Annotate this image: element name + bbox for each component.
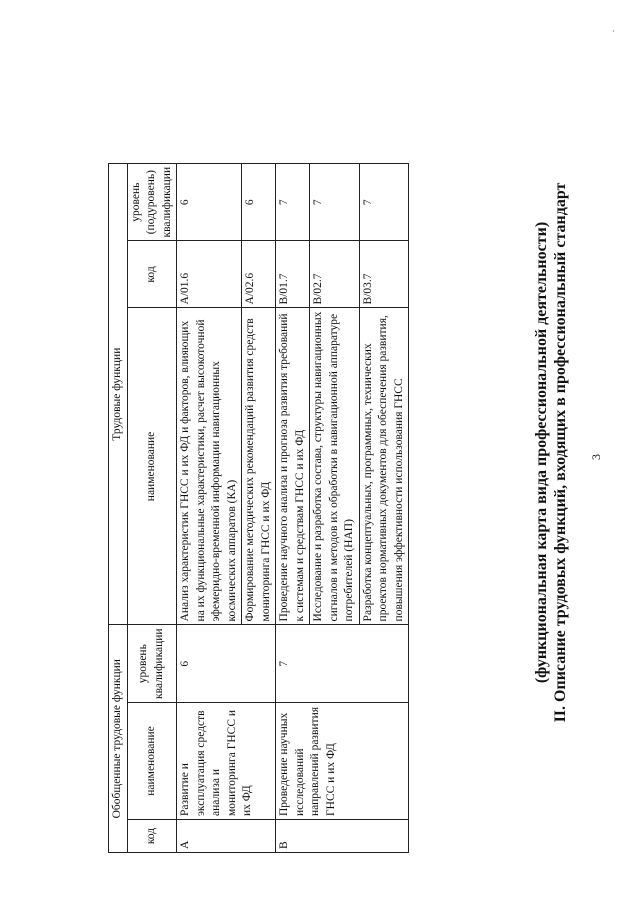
header-generalized-functions: Обобщенные трудовые функции [109, 625, 128, 853]
function-level: 7 [276, 163, 310, 241]
generalized-name: Развитие и эксплуатация средств анализа и мониторинга ГНСС и их ФД [177, 703, 276, 820]
page-number: 3 [589, 454, 603, 460]
function-code: B/02.7 [310, 241, 360, 308]
function-code: B/03.7 [359, 241, 409, 308]
header-labor-functions: Трудовые функции [109, 163, 128, 625]
generalized-code: A [177, 820, 276, 853]
header-name: наименование [127, 703, 177, 820]
section-title: II. Описание трудовых функций, входящих в профессиональный стандарт [552, 182, 569, 723]
header-function-name: наименование [127, 308, 177, 625]
generalized-name: Проведение научных исследований направлений развития ГНСС и их ФД [276, 703, 409, 820]
function-level: 7 [359, 163, 409, 241]
function-code: A/01.6 [177, 241, 242, 308]
section-subtitle: (функциональная карта вида профессиональной деятельности) [533, 221, 550, 684]
function-level: 6 [177, 163, 242, 241]
header-function-code: код [127, 241, 177, 308]
function-name: Разработка концептуальных, программных, технических проектов нормативных документов для обеспечения развития, повышения эффективности использования ГНСС [359, 308, 409, 625]
table-row [276, 163, 310, 852]
generalized-level: 6 [177, 625, 276, 703]
scan-speck: · [612, 27, 615, 36]
function-name: Исследование и разработка состава, структуры навигационных сигналов и методов их обработки в навигационной аппаратуре потребителей (НАП) [310, 308, 360, 625]
generalized-level: 7 [276, 625, 409, 703]
function-name: Анализ характеристик ГНСС и их ФД и факторов, влияющих на их функциональные характеристики, расчет высокоточной эфемеридно-временной информации навигационных космических аппаратов (КА) [177, 308, 242, 625]
functional-map-table-wrap [108, 163, 409, 853]
header-code: код [127, 820, 177, 853]
function-code: A/02.6 [242, 241, 276, 308]
header-function-level: уровень (подуровень) квалификации [127, 163, 177, 241]
table-row [177, 163, 242, 852]
function-name: Формирование методических рекомендаций развития средств мониторинга ГНСС и их ФД [242, 308, 276, 625]
function-level: 6 [242, 163, 276, 241]
generalized-code: B [276, 820, 409, 853]
header-level: уровень квалификации [127, 625, 177, 703]
function-name: Проведение научного анализа и прогноза развития требований к системам и средствам ГНСС и их ФД [276, 308, 310, 625]
function-level: 7 [310, 163, 360, 241]
functional-map-table [108, 163, 409, 853]
function-code: B/01.7 [276, 241, 310, 308]
